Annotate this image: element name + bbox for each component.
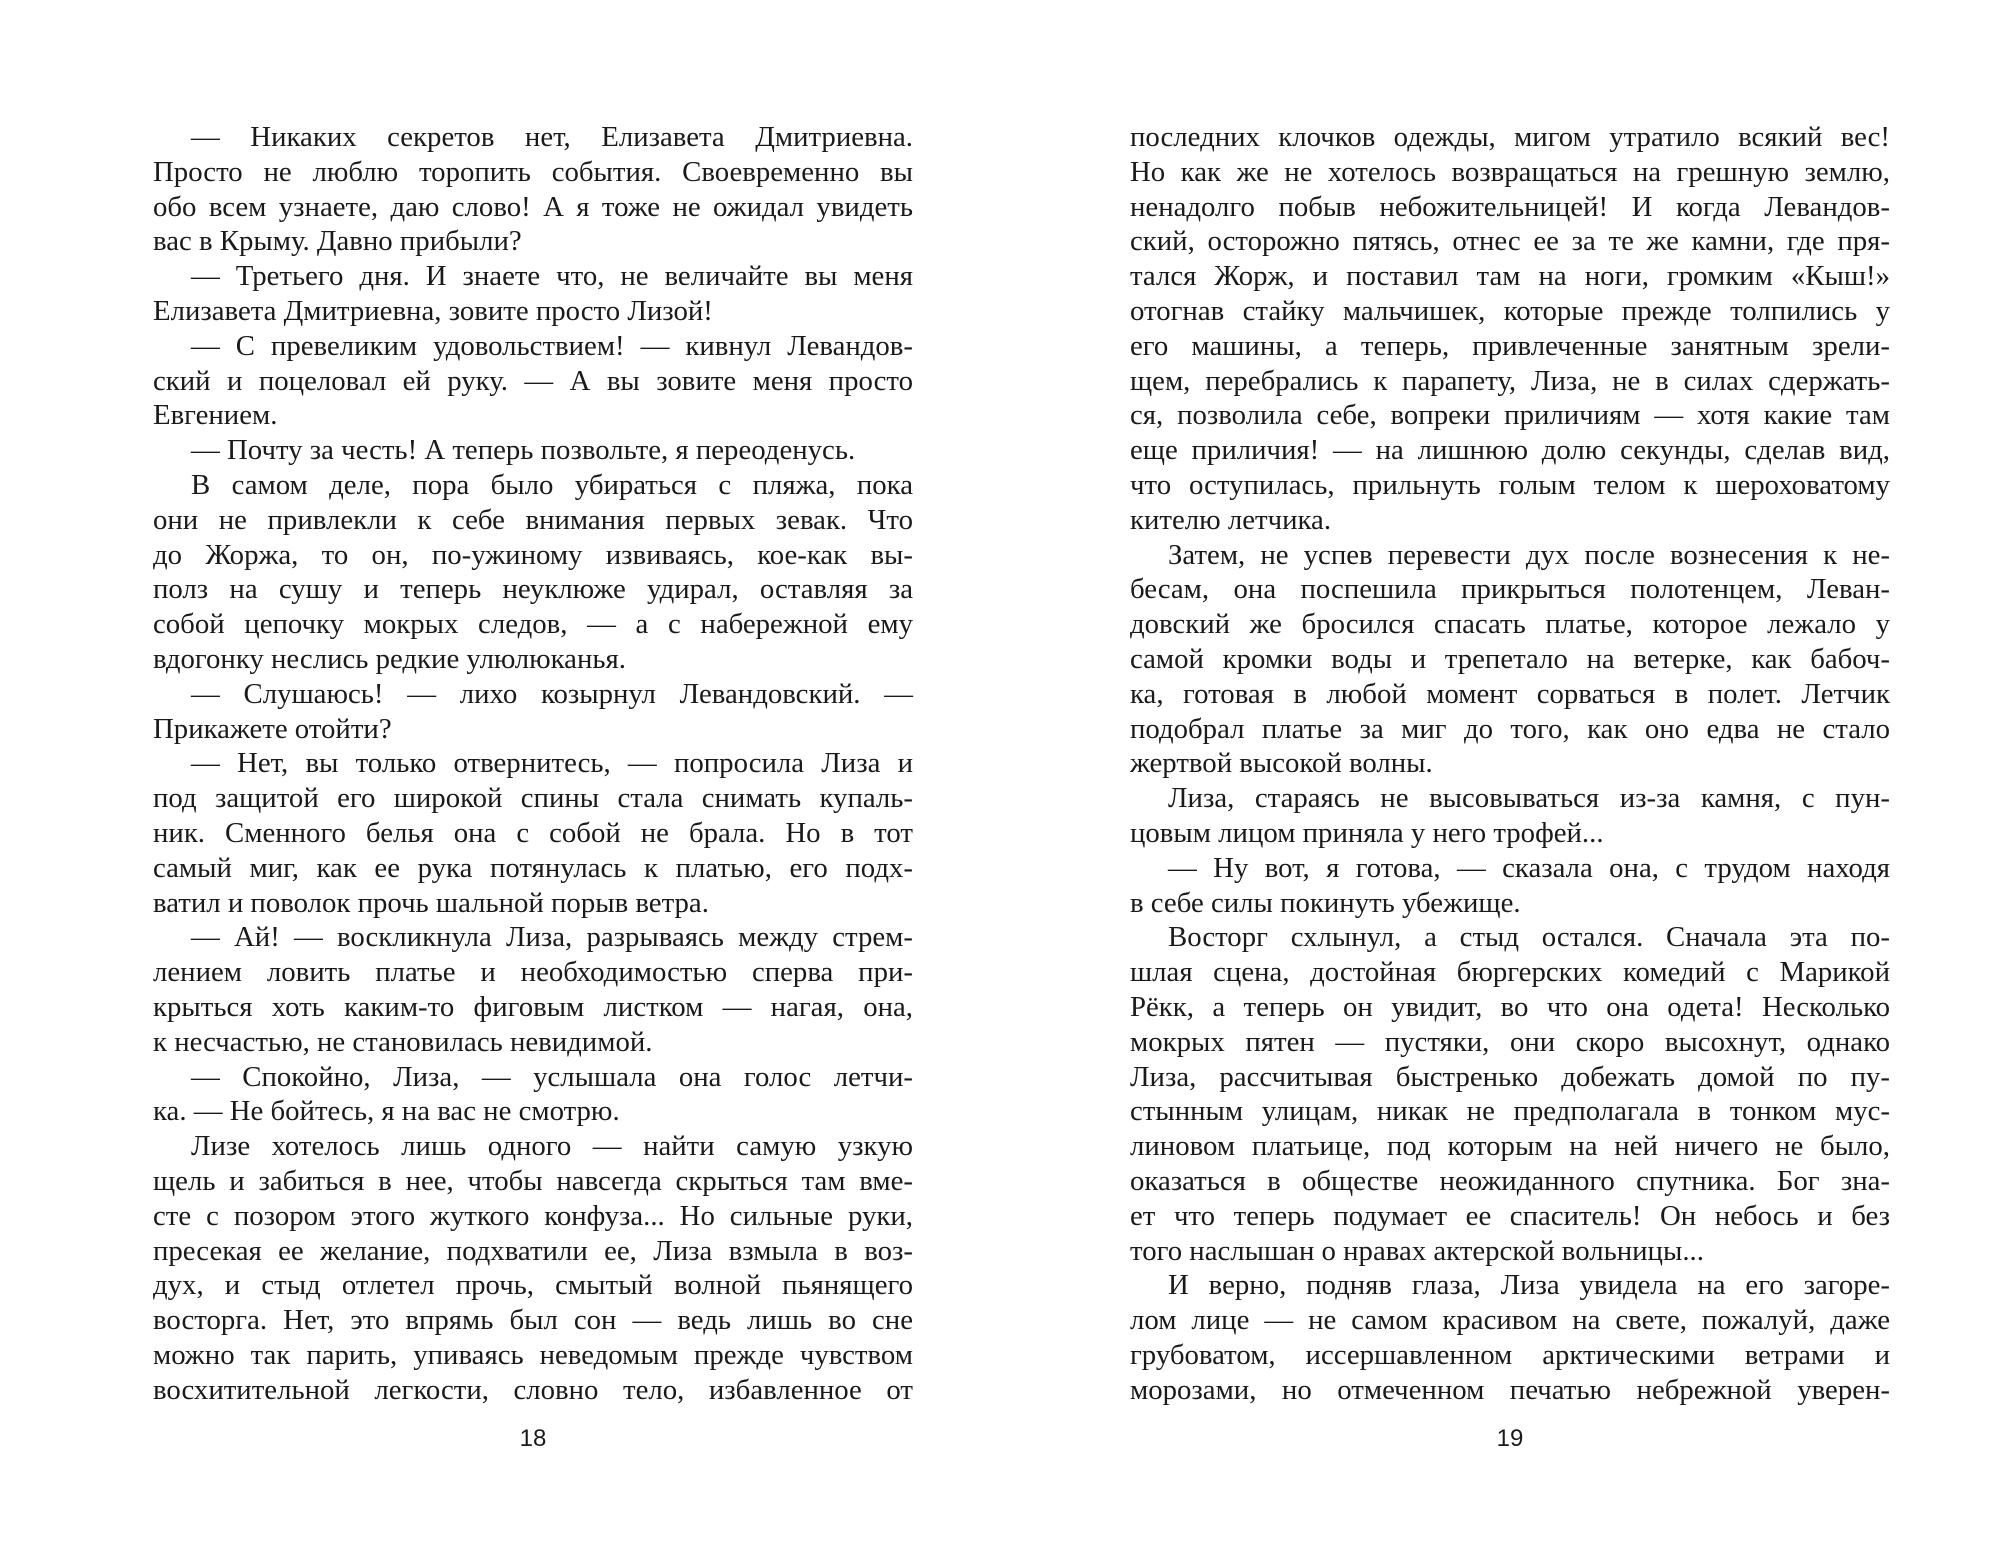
text-line: самой кромки воды и трепетало на ветерке, как бабоч- (1130, 642, 1890, 675)
text-line: сте с позором этого жуткого конфуза... Но сильные руки, (153, 1199, 913, 1232)
text-line: грубоватом, иссершавленном арктическими ветрами и (1130, 1338, 1890, 1371)
text-line: ский, осторожно пятясь, отнес ее за те же камни, где пря- (1130, 225, 1890, 258)
text-line: вас в Крыму. Давно прибыли? (153, 225, 522, 258)
text-line: что оступилась, прильнуть голым телом к шероховатому (1130, 468, 1890, 501)
text-line: Но как же не хотелось возвращаться на грешную землю, (1130, 155, 1890, 188)
text-line: довский же бросился спасать платье, которое лежало у (1130, 608, 1890, 641)
text-line: под защитой его широкой спины стала снимать купаль- (153, 782, 913, 815)
text-line: последних клочков одежды, мигом утратило всякий вес! (1130, 121, 1890, 153)
text-line: ка. — Не бойтесь, я на вас не смотрю. (153, 1095, 620, 1128)
text-line: они не привлекли к себе внимания первых зевак. Что (153, 503, 913, 536)
text-line: линовом платьице, под которым на ней ничего не было, (1130, 1130, 1890, 1163)
text-line: ся, позволила себе, вопреки приличиям — хотя какие там (1130, 399, 1890, 432)
text-line: самый миг, как ее рука потянулась к платью, его подх- (153, 851, 913, 884)
text-line: восхитительной легкости, словно тело, избавленное от (153, 1373, 913, 1406)
text-line: оказаться в обществе неожиданного спутника. Бог зна- (1130, 1164, 1890, 1197)
text-line: ский и поцеловал ей руку. — А вы зовите меня просто (153, 364, 913, 397)
text-line: Лиза, стараясь не высовываться из-за камня, с пун- (1168, 782, 1890, 815)
text-line: Восторг схлынул, а стыд остался. Сначала эта по- (1168, 921, 1890, 954)
text-line: Затем, не успев перевести дух после вознесения к не- (1168, 538, 1890, 571)
text-line: Елизавета Дмитриевна, зовите просто Лизой! (153, 294, 713, 327)
text-line: его машины, а теперь, привлеченные занятным зрели- (1130, 329, 1890, 362)
text-line: мокрых пятен — пустяки, они скоро высохнут, однако (1130, 1025, 1890, 1058)
text-line: Евгением. (153, 399, 278, 432)
text-line: дух, и стыд отлетел прочь, смытый волной пьянящего (153, 1269, 913, 1302)
page-number-right: 19 (1496, 1425, 1524, 1452)
text-line: цовым лицом приняла у него трофей... (1130, 816, 1604, 849)
text-line: — Никаких секретов нет, Елизавета Дмитриевна. (191, 121, 913, 153)
text-line: морозами, но отмеченном печатью небрежной уверен- (1130, 1373, 1890, 1406)
text-line: того наслышан о нравах актерской вольницы... (1130, 1234, 1704, 1267)
text-line: лом лице — не самом красивом на свете, пожалуй, даже (1130, 1304, 1890, 1337)
text-line: шлая сцена, достойная бюргерских комедий с Марикой (1130, 956, 1890, 989)
text-line: И верно, подняв глаза, Лиза увидела на его загоре- (1168, 1269, 1890, 1302)
text-line: — Ну вот, я готова, — сказала она, с трудом находя (1168, 851, 1890, 884)
text-line: Просто не люблю торопить события. Своевременно вы (153, 155, 913, 188)
text-line: — Спокойно, Лиза, — услышала она голос летчи- (191, 1060, 913, 1093)
page-number-left: 18 (519, 1425, 547, 1452)
text-line: В самом деле, пора было убираться с пляжа, пока (191, 468, 913, 501)
text-line: ет что теперь подумает ее спаситель! Он небось и без (1130, 1199, 1890, 1232)
text-line: — Почту за честь! А теперь позвольте, я переоденусь. (191, 434, 856, 467)
text-line: крыться хоть каким-то фиговым листком — нагая, она, (153, 990, 913, 1023)
text-line: ник. Сменного белья она с собой не брала. Но в тот (153, 816, 913, 849)
text-line: еще приличия! — на лишнюю долю секунды, сделав вид, (1130, 434, 1890, 467)
text-line: Лиза, рассчитывая быстренько добежать домой по пу- (1130, 1060, 1890, 1093)
text-line: пресекая ее желание, подхватили ее, Лиза взмыла в воз- (153, 1234, 913, 1267)
text-line: кителю летчика. (1130, 503, 1332, 536)
text-line: Прикажете отойти? (153, 712, 392, 745)
text-line: вдогонку неслись редкие улюлюканья. (153, 642, 626, 675)
text-line: — Слушаюсь! — лихо козырнул Левандовский. — (191, 677, 913, 710)
text-line: Лизе хотелось лишь одного — найти самую узкую (191, 1130, 913, 1163)
text-line: до Жоржа, то он, по-ужиному извиваясь, кое-как вы- (153, 538, 913, 571)
text-line: ватил и поволок прочь шальной порыв ветра. (153, 886, 709, 919)
text-line: отогнав стайку мальчишек, которые прежде толпились у (1130, 294, 1890, 327)
text-line: — С превеликим удовольствием! — кивнул Левандов- (191, 329, 913, 362)
left-page-text (153, 120, 913, 1407)
text-line: жертвой высокой волны. (1130, 747, 1433, 780)
text-line: щель и забиться в нее, чтобы навсегда скрыться там вме- (153, 1164, 913, 1197)
text-line: — Ай! — воскликнула Лиза, разрываясь между стрем- (191, 921, 913, 954)
text-line: собой цепочку мокрых следов, — а с набережной ему (153, 608, 913, 641)
text-line: ка, готовая в любой момент сорваться в полет. Летчик (1130, 677, 1890, 710)
text-line: Рёкк, а теперь он увидит, во что она одета! Несколько (1130, 990, 1890, 1023)
text-line: бесам, она поспешила прикрыться полотенцем, Леван- (1130, 573, 1890, 606)
text-line: обо всем узнаете, даю слово! А я тоже не ожидал увидеть (153, 190, 913, 223)
text-line: стынным улицам, никак не предполагала в тонком мус- (1130, 1095, 1890, 1128)
text-line: ненадолго побыв небожительницей! И когда Левандов- (1130, 190, 1890, 223)
text-line: в себе силы покинуть убежище. (1130, 886, 1521, 919)
text-line: тался Жорж, и поставил там на ноги, громким «Кыш!» (1130, 260, 1890, 293)
text-line: можно так парить, упиваясь неведомым прежде чувством (153, 1338, 913, 1371)
text-line: — Нет, вы только отвернитесь, — попросила Лиза и (191, 747, 913, 780)
text-line: к несчастью, не становилась невидимой. (153, 1025, 653, 1058)
text-line: восторга. Нет, это впрямь был сон — ведь лишь во сне (153, 1304, 913, 1337)
text-line: щем, перебрались к парапету, Лиза, не в силах сдержать- (1130, 364, 1890, 397)
text-line: подобрал платье за миг до того, как оно едва не стало (1130, 712, 1890, 745)
text-line: — Третьего дня. И знаете что, не величайте вы меня (191, 260, 913, 293)
right-page-text (1130, 120, 1890, 1407)
text-line: полз на сушу и теперь неуклюже удирал, оставляя за (153, 573, 913, 606)
text-line: лением ловить платье и необходимостью сперва при- (153, 956, 913, 989)
